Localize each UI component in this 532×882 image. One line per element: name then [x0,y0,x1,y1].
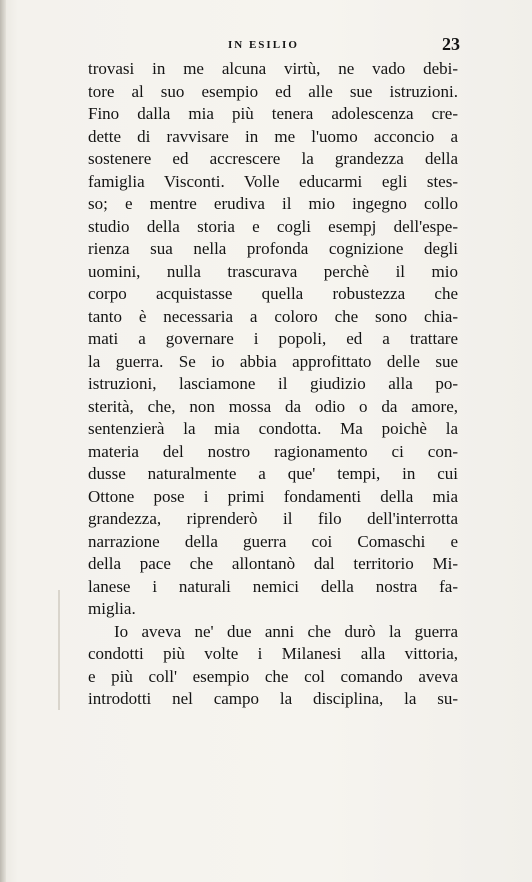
text-line: tore al suo esempio ed alle sue istruzioni. [88,81,458,101]
text-line: Fino dalla mia più tenera adolescenza cre- [88,104,458,123]
text-line: uomini, nulla trascurava perchè il mio [88,261,458,281]
text-line: so; e mentre erudiva il mio ingegno collo [88,194,458,213]
page-header [88,36,460,58]
page-crease [58,590,60,710]
text-line: rienza sua nella profonda cognizione degli [88,239,458,258]
text-line: introdotti nel campo la disciplina, la su- [88,689,458,708]
text-line: dusse naturalmente a que' tempi, in cui [88,464,458,483]
text-line: corpo acquistasse quella robustezza che [88,284,458,303]
text-line: Ottone pose i primi fondamenti della mia [88,486,458,506]
text-line: dette di ravvisare in me l'uomo acconcio a [88,126,458,146]
text-line: sterità, che, non mossa da odio o da amore, [88,396,458,416]
text-line: studio della storia e cogli esempj dell'espe- [88,216,458,236]
text-line: sostenere ed accrescere la grandezza della [88,149,458,168]
text-line: condotti più volte i Milanesi alla vittoria, [88,644,458,663]
text-line: mati a governare i popoli, ed a trattare [88,329,458,348]
text-line: miglia. [88,599,136,618]
text-line: famiglia Visconti. Volle educarmi egli stes- [88,171,458,191]
running-head: IN ESILIO [228,39,299,51]
text-line: sentenzierà la mia condotta. Ma poichè la [88,419,458,438]
text-line: grandezza, riprenderò il filo dell'interrotta [88,509,458,528]
text-line: narrazione della guerra coi Comaschi e [88,531,458,551]
text-line: istruzioni, lasciamone il giudizio alla po- [88,374,458,393]
text-line: lanese i naturali nemici della nostra fa- [88,576,458,596]
text-line: tanto è necessaria a coloro che sono chia- [88,306,458,326]
page-number: 23 [442,34,460,54]
text-line: materia del nostro ragionamento ci con- [88,441,458,461]
page-edge [0,0,6,882]
text-line: Io aveva ne' due anni che durò la guerra [114,621,458,641]
text-line: la guerra. Se io abbia approfittato delle sue [88,351,458,371]
text-line: e più coll' esempio che col comando aveva [88,666,458,686]
text-line: trovasi in me alcuna virtù, ne vado debi- [88,59,458,78]
body-text [88,58,458,711]
text-line: della pace che allontanò dal territorio Mi- [88,554,458,573]
